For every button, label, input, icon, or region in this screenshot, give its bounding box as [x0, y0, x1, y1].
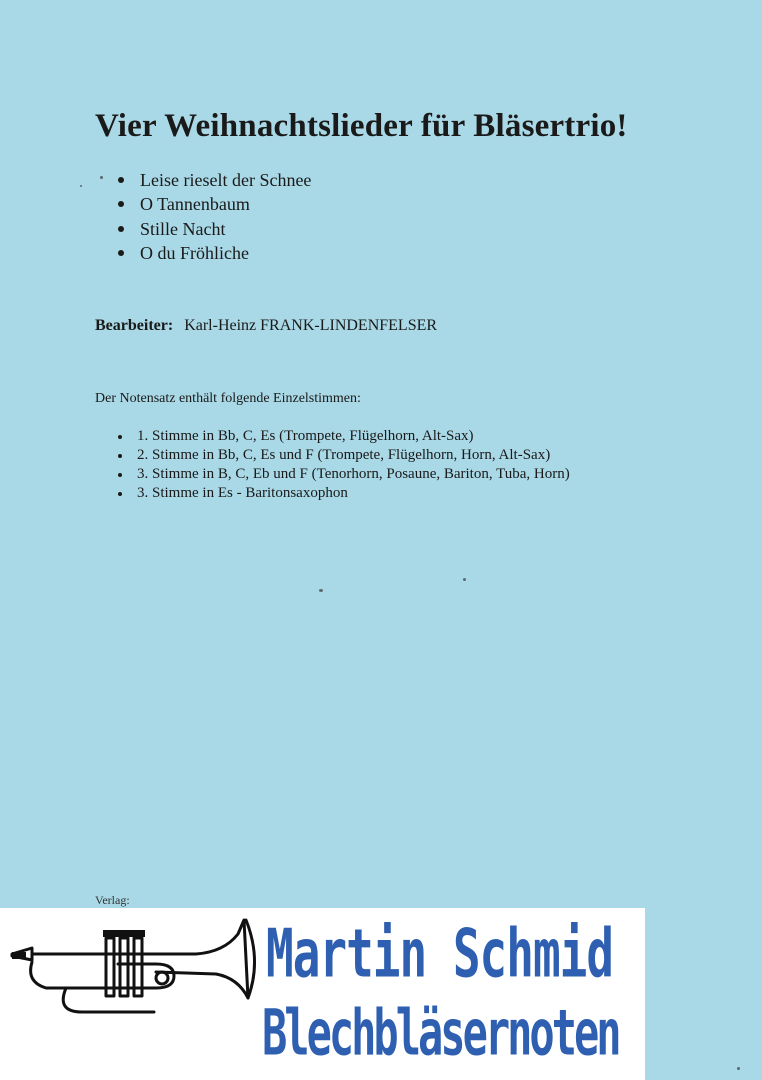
- part-text: 1. Stimme in Bb, C, Es (Trompete, Flügelhorn, Alt-Sax): [137, 428, 474, 444]
- part-text: 3. Stimme in B, C, Eb und F (Tenorhorn, Posaune, Bariton, Tuba, Horn): [137, 466, 570, 482]
- paper-speck: [319, 589, 323, 592]
- paper-speck: [80, 185, 82, 187]
- part-item: [118, 427, 570, 446]
- arranger-label: Bearbeiter:: [95, 317, 174, 334]
- song-title: O du Fröhliche: [140, 242, 249, 263]
- song-title: Stille Nacht: [140, 218, 226, 239]
- bullet-icon: [118, 201, 124, 207]
- paper-speck: [100, 176, 103, 179]
- song-title: O Tannenbaum: [140, 194, 250, 215]
- page-title: Vier Weihnachtslieder für Bläsertrio!: [95, 108, 628, 144]
- song-item: [118, 192, 311, 216]
- logo-subtitle: Blechbläsernoten: [262, 996, 619, 1070]
- parts-intro: Der Notensatz enthält folgende Einzelstimmen:: [95, 391, 361, 406]
- part-item: [118, 465, 570, 484]
- bullet-icon: [118, 473, 122, 477]
- song-item: [118, 217, 311, 241]
- song-list: [118, 168, 311, 265]
- part-text: 3. Stimme in Es - Baritonsaxophon: [137, 485, 348, 501]
- part-item: [118, 484, 570, 503]
- bullet-icon: [118, 454, 122, 458]
- song-item: [118, 241, 311, 265]
- parts-list: [118, 427, 570, 503]
- arranger-line: [95, 317, 437, 335]
- part-item: [118, 446, 570, 465]
- song-item: [118, 168, 311, 192]
- song-title: Leise rieselt der Schnee: [140, 170, 312, 190]
- publisher-label: Verlag:: [95, 893, 130, 907]
- publisher-logo: [0, 908, 645, 1080]
- bullet-icon: [118, 250, 124, 256]
- paper-speck: [737, 1067, 740, 1070]
- bullet-icon: [118, 177, 124, 183]
- bullet-icon: [118, 226, 124, 232]
- logo-name: Martin Schmid: [266, 914, 614, 993]
- trumpet-icon: [6, 916, 268, 1016]
- paper-speck: [463, 578, 466, 581]
- arranger-name: Karl-Heinz FRANK-LINDENFELSER: [184, 317, 438, 334]
- bullet-icon: [118, 492, 122, 496]
- part-text: 2. Stimme in Bb, C, Es und F (Trompete, Flügelhorn, Horn, Alt-Sax): [137, 447, 551, 463]
- bullet-icon: [118, 435, 122, 439]
